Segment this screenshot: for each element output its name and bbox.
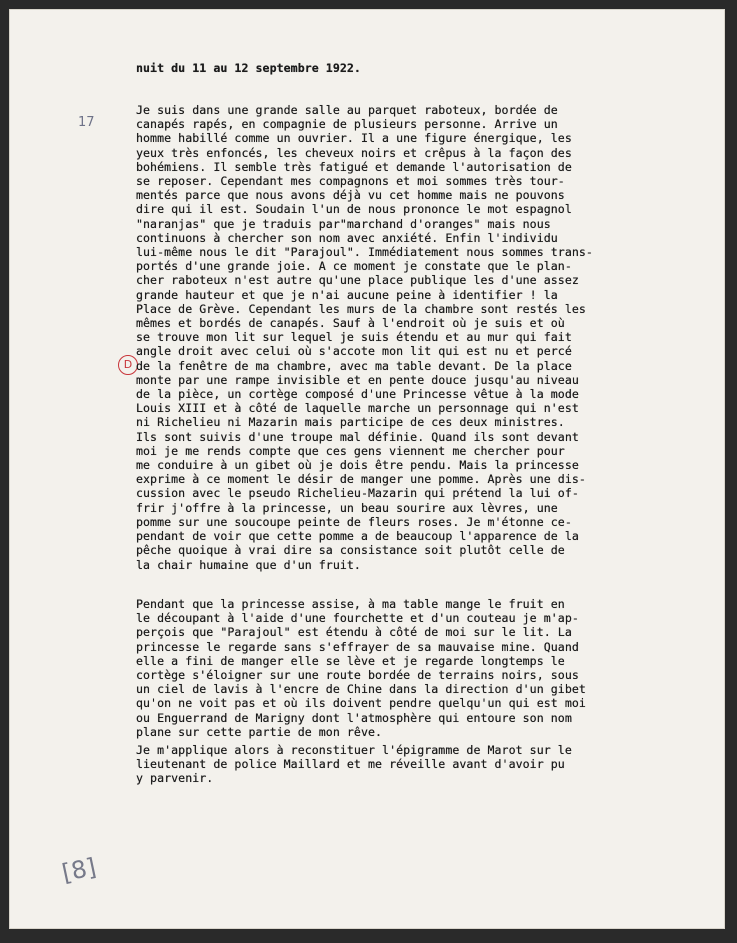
document-title: nuit du 11 au 12 septembre 1922.	[136, 61, 361, 75]
bottom-page-annotation: [8]	[59, 852, 99, 888]
red-circled-stamp: D	[118, 355, 138, 375]
paragraph-1: Je suis dans une grande salle au parquet raboteux, bordée de canapés rapés, en compagnie de plusieurs personne. Arrive un homme habillé comme un ouvrier. Il a une figure énergique, les yeux très enfoncés, les cheveux noirs et crêpus à la façon des bohémiens. Il semble très fatigué et demande l'autorisation de se reposer. Cependant mes compagnons et moi sommes très tour- mentés parce que nous avons déjà vu cet homme mais ne pouvons dire qui il est. Soudain l'un de nous prononce le mot espagnol "naranjas" que je traduis par"marchand d'oranges" mais nous continuons à chercher son nom avec anxiété. Enfin l'individu lui-même nous le dit "Parajoul". Immédiatement nous sommes trans- portés d'une grande joie. A ce moment je constate que le plan- cher raboteux n'est autre qu'une place publique les d'une assez grande hauteur et que je n'ai aucune peine à identifier ! la Place de Grève. Cependant les murs de la chambre sont restés les mêmes et bordés de canapés. Sauf à l'endroit où je suis et où se trouve mon lit sur lequel je suis étendu et au mur qui fait angle droit avec celui où s'accote mon lit qui est nu et percé de la fenêtre de ma chambre, avec ma table devant. De la place monte par une rampe invisible et en pente douce jusqu'au niveau de la pièce, un cortège composé d'une Princesse vêtue à la mode Louis XIII et à côté de laquelle marche un personnage qui n'est ni Richelieu ni Mazarin mais participe de ces deux ministres. Ils sont suivis d'une troupe mal définie. Quand ils sont devant moi je me rends compte que ces gens viennent me chercher pour me conduire à un gibet où je dois être pendu. Mais la princesse exprime à ce moment le désir de manger une pomme. Après une dis- cussion avec le pseudo Richelieu-Mazarin qui prétend la lui of- frir j'offre à la princesse, un beau sourire aux lèvres, une pomme sur une soucoupe peinte de fleurs roses. Je m'étonne ce- pendant de voir que cette pomme a de beaucoup l'apparence de la pêche quoique à vrai dire sa consistance soit plutôt celle de la chair humaine que d'un fruit.	[136, 103, 593, 572]
margin-folio-number: 17	[78, 115, 95, 130]
paragraph-2: Pendant que la princesse assise, à ma table mange le fruit en le découpant à l'aide d'une fourchette et d'un couteau je m'ap- perçois que "Parajoul" est étendu à côté de moi sur le lit. La princesse le regarde sans s'effrayer de sa mauvaise mine. Quand elle a fini de manger elle se lève et je regarde longtemps le cortège s'éloigner sur une route bordée de terrains noirs, sous un ciel de lavis à l'encre de Chine dans la direction d'un gibet qu'on ne voit pas et où ils doivent pendre quelqu'un qui est moi ou Enguerrand de Marigny dont l'atmosphère qui entoure son nom plane sur cette partie de mon rêve.	[136, 597, 586, 739]
paragraph-3: Je m'applique alors à reconstituer l'épigramme de Marot sur le lieutenant de police Maillard et me réveille avant d'avoir pu y parvenir.	[136, 743, 572, 786]
